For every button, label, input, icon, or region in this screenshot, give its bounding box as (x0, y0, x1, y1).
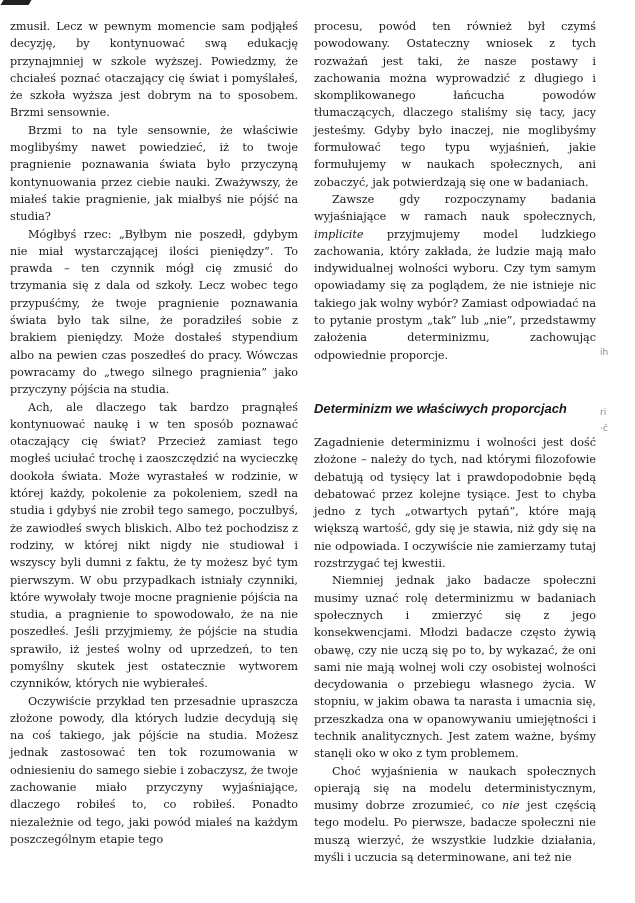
left-column (10, 18, 298, 848)
paragraph: Zagadnienie determinizmu i wolności jest dość złożone – należy do tych, nad którymi filozofowie debatują od tysięcy lat i prawdopodobnie będą debatować przez kolejne tysiące. Jest to chyba jedno z tych „otwartych pytań”, które mają większą wartość, gdy się je stawia, niż gdy się na nie odpowiada. I oczywiście nie zamierzamy tutaj rozstrzygać tej kwestii. (314, 435, 596, 571)
paragraph: zmusił. Lecz w pewnym momencie sam podjąłeś decyzję, by kontynuować swą edukację przynajmniej w szkole wyższej. Powiedzmy, że chciałeś poznać otaczający cię świat i pomyślałeś, że szkoła wyższa jest dobrym na to sposobem. Brzmi sensownie. (10, 20, 298, 120)
paragraph: Niemniej jednak jako badacze społeczni musimy uznać rolę determinizmu w badaniach społecznych i zmierzyć się z jego konsekwencjami. Młodzi badacze często żywią obawę, czy nie uczą się po to, by wykazać, że oni sami nie mają wolnej woli czy osobistej wolności decydowania o przebiegu własnego życia. W stopniu, w jakim obawa ta narasta i umacnia się, przeszkadza ona w opanowywaniu umiejętności i technik analitycznych. Jest zatem ważne, byśmy stanęli oko w oko z tym problemem. (314, 574, 596, 761)
text-span: Zawsze gdy rozpoczynamy badania wyjaśniające w ramach nauk społecznych, (314, 192, 596, 224)
paragraph: Mógłbyś rzec: „Byłbym nie poszedł, gdybym nie miał wystarczającej ilości pieniędzy”. To prawda – ten czynnik mógł cię zmusić do trzymania się z dala od szkoły. Lecz wobec tego przypuśćmy, że twoje pragnienie poznawania świata było tak silne, że poradziłeś sobie z brakiem pieniędzy. Może dostałeś stypendium albo na pewien czas poszedłeś do pracy. Wówczas powracamy do „twego silnego pragnienia” jako przyczyny pójścia na studia. (10, 227, 298, 397)
text-span: jest częścią tego modelu. Po pierwsze, badacze społeczni nie muszą wierzyć, że wszystkie ludzkie działania, myśli i uczucia są determinowane, ani też nie (314, 799, 596, 865)
paragraph: Oczywiście przykład ten przesadnie upraszcza złożone powody, dla których ludzie decydują się na coś takiego, jak pójście na studia. Możesz jednak zastosować ten tok rozumowania w odniesieniu do samego siebie i zobaczysz, że twoje zachowanie miało przyczyny wyjaśniające, dlaczego robiłeś to, co robiłeś. Ponadto niezależnie od tego, jaki powód miałeś na każdym poszczególnym etapie tego (10, 694, 298, 846)
text-span: Choć wyjaśnienia w naukach społecznych opierają się na modelu deterministycznym, musimy dobrze zrozumieć, co (314, 764, 596, 813)
paragraph-implicite (314, 191, 596, 364)
text-span: przyjmujemy model ludzkiego zachowania, który zakłada, że ludzie mają mało indywidualnej wolności wyboru. Czy tym samym opowiadamy się za poglądem, że nie istnieje nic takiego jak wolny wybór? Zamiast odpowiadać na to pytanie prostym „tak” lub „nie”, przedstawmy założenia determinizmu, zachowując odpowiednie proporcje. (314, 227, 596, 362)
section-heading: Determinizm we właściwych proporcjach (314, 400, 567, 416)
emphasis-nie: nie (502, 799, 520, 813)
margin-mark: ·č (600, 424, 608, 434)
page-corner-mark (1, 0, 32, 5)
paragraph-nie (314, 763, 596, 867)
paragraph: procesu, powód ten również był czymś powodowany. Ostateczny wniosek z tych rozważań jest taki, że nasze postawy i zachowania można wyprowadzić z długiego i skomplikowanego łańcucha powodów tłumaczących, dlaczego staliśmy się tacy, jacy jesteśmy. Gdyby było inaczej, nie moglibyśmy formułować tego typu wyjaśnień, jakie formułujemy w naukach społecznych, ani zobaczyć, jak potwierdzają się one w badaniach. (314, 20, 596, 189)
margin-mark: ih (600, 348, 609, 358)
margin-mark: ri (600, 408, 607, 418)
paragraph: Brzmi to na tyle sensownie, że właściwie moglibyśmy nawet powiedzieć, iż to twoje pragnienie poznawania świata było przyczyną kontynuowania przez ciebie nauki. Zważywszy, że miałeś takie pragnienie, jak miałbyś nie pójść na studia? (10, 123, 298, 224)
emphasis-implicite: implicite (314, 227, 364, 241)
paragraph: Ach, ale dlaczego tak bardzo pragnąłeś kontynuować naukę i w ten sposób poznawać otaczający cię świat? Przecież zamiast tego mogłeś uciułać trochę i zaoszczędzić na wycieczkę dookoła świata. Może wyrastałeś w rodzinie, w której każdy, pokolenie za pokoleniem, szedł na studia i gdybyś nie zrobił tego samego, poczułbyś, że zawiodłeś swych bliskich. Albo też pochodzisz z rodziny, w której nikt nigdy nie studiował i wszyscy byli dumni z faktu, że ty możesz być tym pierwszym. W obu przypadkach istniały czynniki, które wywołały twoje mocne pragnienie pójścia na studia, a pragnienie to spowodowało, że na nie poszedłeś. Jeśli przyjmiemy, że pójście na studia sprawiło, iż jesteś wolny od uprzedzeń, to ten pomyślny skutek jest ostatecznie wytworem czynników, których nie wybierałeś. (10, 400, 298, 691)
right-column (314, 18, 596, 866)
